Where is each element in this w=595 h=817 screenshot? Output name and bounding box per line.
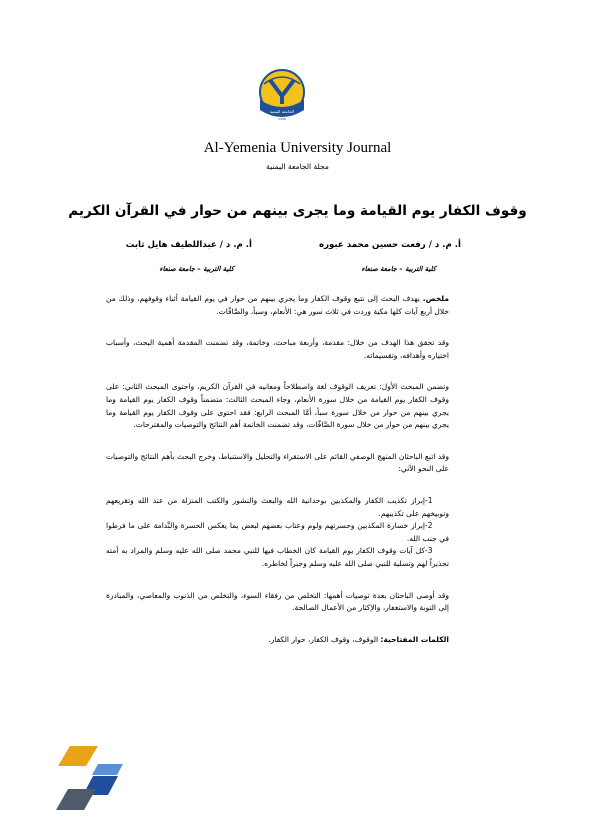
abstract	[106, 293, 449, 665]
author-2-affiliation: كلية التربية – جامعة صنعاء	[159, 265, 234, 273]
keywords: الكلمات المفتاحية: الوقوف، وقوف الكفار، حوار الكفار.	[268, 634, 449, 644]
abstract-paragraph-4: وقد اتبع الباحثان المنهج الوصفي القائم على الاستقراء والتحليل والاستنباط، وخرج البحث بأهم النتائج والتوصيات على النحو الآتي:	[106, 451, 449, 474]
author-2-name: أ. م. د / عبداللطيف هايل ثابت	[125, 240, 252, 250]
abstract-label: ملخص.	[422, 294, 449, 303]
author-1-affiliation: كلية التربية – جامعة صنعاء	[361, 265, 436, 273]
finding-2: 2-إبراز خسارة المكذبين وحسرتهم ولوم وعتاب بعضهم لبعض بما يعكس الحسرة والنَّدامة على ما فرطوا في جنب الله.	[106, 521, 449, 543]
author-1-name: أ. م. د / رفعت حسين محمد عبوره	[319, 240, 461, 250]
university-logo	[250, 66, 314, 128]
slate-bar	[56, 789, 96, 810]
finding-1: 1-إبراز تكذيب الكفار والمكذبين بوحدانية الله والبعث والنشور والكتب المنزلة من عند الله وتقريعهم وتوبيخهم على تكذيبهم.	[106, 495, 449, 518]
abstract-paragraph-5: وقد أوصى الباحثان بعدة توصيات أهمها: التخلص من رفقاء السوء، والتخلص من الذنوب والمعاصي، والمبادرة إلى التوبة والاستغفار، والإكثار من الأعمال الصالحة.	[106, 590, 449, 613]
paper-title: وقوف الكفار يوم القيامة وما يجرى بينهم من حوار في القرآن الكريم	[68, 203, 527, 219]
blue-bar-lower	[83, 776, 118, 795]
abstract-paragraph-3: وتضمن المبحث الأول: تعريف الوقوف لغة واصطلاحاً ومعانيه في القرآن الكريم، واحتوى المبحث الثاني: على وقوف الكفار يوم القيامة من خلال سورة الأنعام، وجاء المبحث الثالث: متضمناً وقوف الكفار يوم القيامة وما يجري بينهم من حوار من خلال سورة سبأ، أمَّا المبحث الرابع: فقد احتوى على وقوف الكفار يوم القيامة وما يجري بينهم من حوار من خلال سورة الصَّافّات، وقد تضمنت الخاتمة أهم النتائج والتوصيات والمقترحات.	[106, 382, 449, 430]
journal-name: Al-Yemenia University Journal	[203, 140, 392, 156]
journal-name-arabic: مجلة الجامعة اليمنية	[266, 162, 329, 171]
gold-bar	[58, 746, 98, 766]
finding-3: 3-كل آيات وقوف الكفار يوم القيامة كان الخطاب فيها للنبي محمد صلى الله عليه وسلم والمراد به أمته تحذيراً لهم وتسلية للنبي صلى الله عليه وسلم وجبراً لخاطره.	[106, 546, 449, 568]
abstract-paragraph-1: ملخص. يهدف البحث إلى تتبع وقوف الكفار وما يجري بينهم من حوار في يوم القيامة أثناء وقوفهم، وذلك من خلال أربع آيات كلها مكية وردت في ثلاث سور هي: الأنعام، وسبأ، والصَّافّات.	[106, 294, 449, 316]
keywords-label: الكلمات المفتاحية:	[380, 634, 449, 644]
abstract-paragraph-2: وقد تحقق هذا الهدف من خلال: مقدمة، وأربعة مباحث، وخاتمة، وقد تضمنت المقدمة أهمية البحث، وأسباب اختياره وأهدافه، وتقسيماته.	[106, 338, 449, 360]
blue-bar-upper	[92, 764, 123, 775]
seal-year: 1998	[278, 117, 286, 121]
seal-text: الجامعة اليمنية	[269, 109, 295, 114]
